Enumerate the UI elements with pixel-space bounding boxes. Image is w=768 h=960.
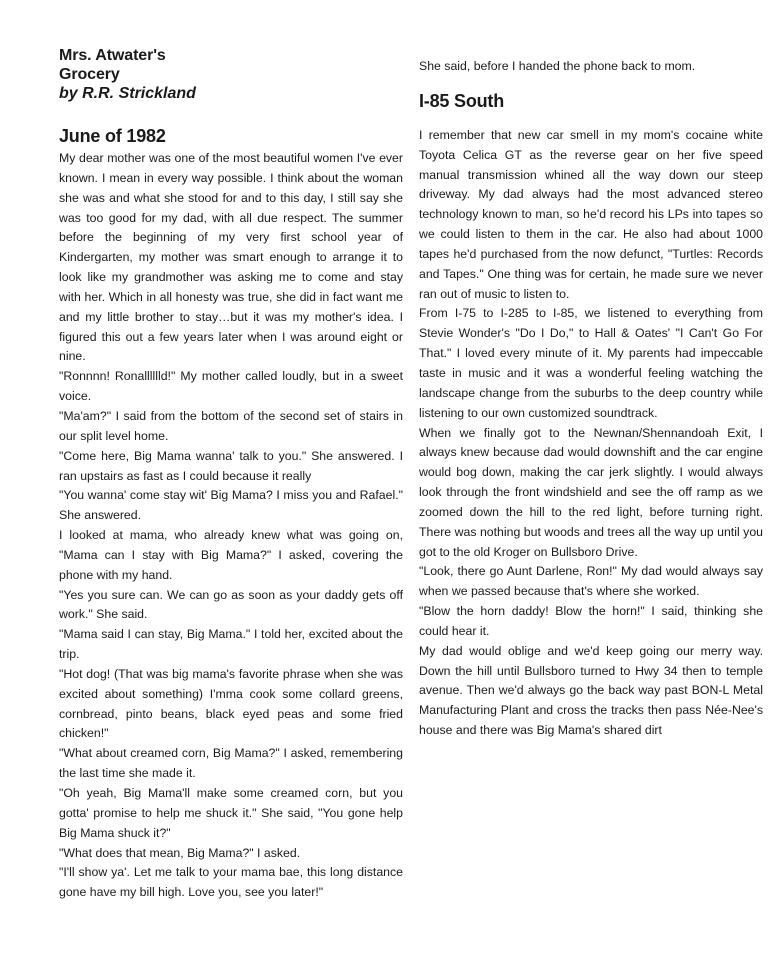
right-column (419, 57, 763, 741)
paragraph: "Come here, Big Mama wanna' talk to you." She answered. I ran upstairs as fast as I could because it really (59, 448, 403, 483)
paragraph: "What about creamed corn, Big Mama?" I asked, remembering the last time she made it. (59, 746, 403, 781)
paragraph: My dad would oblige and we'd keep going our merry way. Down the hill until Bullsboro turned to Hwy 34 then to temple avenue. Then we'd always go the back way past BON-L Metal Manufacturing Plant and cross the tracks then pass Née-Nee's house and there was Big Mama's shared dirt (419, 643, 763, 738)
story-title-line-2: Grocery (59, 66, 120, 83)
paragraph: "I'll show ya'. Let me talk to your mama bae, this long distance gone have my bill high. Love you, see you later!" (59, 865, 403, 900)
paragraph: "Ronnnn! Ronalllllld!" My mother called loudly, but in a sweet voice. (59, 369, 403, 404)
paragraph: "What does that mean, Big Mama?" I asked. (59, 845, 301, 860)
section-heading-i85-south: I-85 South (419, 90, 505, 111)
continued-paragraph: She said, before I handed the phone back to mom. (419, 59, 696, 73)
paragraph: My dear mother was one of the most beautiful women I've ever known. I mean in every way possible. I think about the woman she was and what she stood for and to this day, I still say she was too good for my dad, with all due respect. The summer before the beginning of my very first school year of Kindergarten, my mother was smart enough to arrange it to look like my grandmother was asking me to come and stay with her. Which in all honesty was true, she did in fact want me and my little brother to stay…but it was my mother's idea. I figured this out a few years later when I was around eight or nine. (59, 151, 403, 364)
paragraph: "Yes you sure can. We can go as soon as your daddy gets off work." She said. (59, 587, 403, 622)
paragraph: When we finally got to the Newnan/Shennandoah Exit, I always knew because dad would downshift and the car engine would bog down, making the car jerk slightly. I would always look through the front windshield and see the off ramp as we zoomed down the hill to the red light, before turning right. There was nothing but woods and trees all the way up until you got to the old Kroger on Bullsboro Drive. (419, 425, 763, 559)
paragraph: "Look, there go Aunt Darlene, Ron!" My dad would always say when we passed because that's where she worked. (419, 564, 763, 599)
paragraph: From I-75 to I-285 to I-85, we listened to everything from Stevie Wonder's "Do I Do," to Hall & Oates' "I Can't Go For That." I loved every minute of it. My parents had impeccable taste in music and it was a wonderful feeling watching the landscape change from the suburbs to the deep country while listening to our own customized soundtrack. (419, 306, 763, 420)
paragraph: "You wanna' come stay wit' Big Mama? I miss you and Rafael." She answered. (59, 488, 403, 523)
paragraph: "Blow the horn daddy! Blow the horn!" I said, thinking she could hear it. (419, 604, 763, 638)
paragraph: I remember that new car smell in my mom's cocaine white Toyota Celica GT as the reverse gear on her five speed manual transmission whined all the way down our steep driveway. My dad always had the most advanced stereo technology known to man, so he'd record his LPs into tapes so we could listen to them in the car. He also had about 1000 tapes he'd purchased from the now defunct, "Turtles: Records and Tapes." One thing was for certain, he made sure we never ran out of music to listen to. (419, 127, 763, 301)
paragraph: "Oh yeah, Big Mama'll make some creamed corn, but you gotta' promise to help me shuck it." She said, "You gone help Big Mama shuck it?" (59, 786, 403, 840)
story-title (59, 46, 403, 84)
story-byline: by R.R. Strickland (59, 85, 196, 102)
story-title-line-1: Mrs. Atwater's (59, 47, 166, 64)
paragraph: I looked at mama, who already knew what was going on, "Mama can I stay with Big Mama?" I asked, covering the phone with my hand. (59, 528, 403, 582)
left-column (59, 46, 403, 903)
paragraph: "Hot dog! (That was big mama's favorite phrase when she was excited about something) I'mma cook some collard greens, cornbread, pinto beans, black eyed peas and some fried chicken!" (59, 666, 403, 741)
paragraph: "Mama said I can stay, Big Mama." I told her, excited about the trip. (59, 627, 403, 662)
paragraph: "Ma'am?" I said from the bottom of the second set of stairs in our split level home. (59, 408, 403, 443)
section-heading-june-1982: June of 1982 (59, 126, 166, 146)
